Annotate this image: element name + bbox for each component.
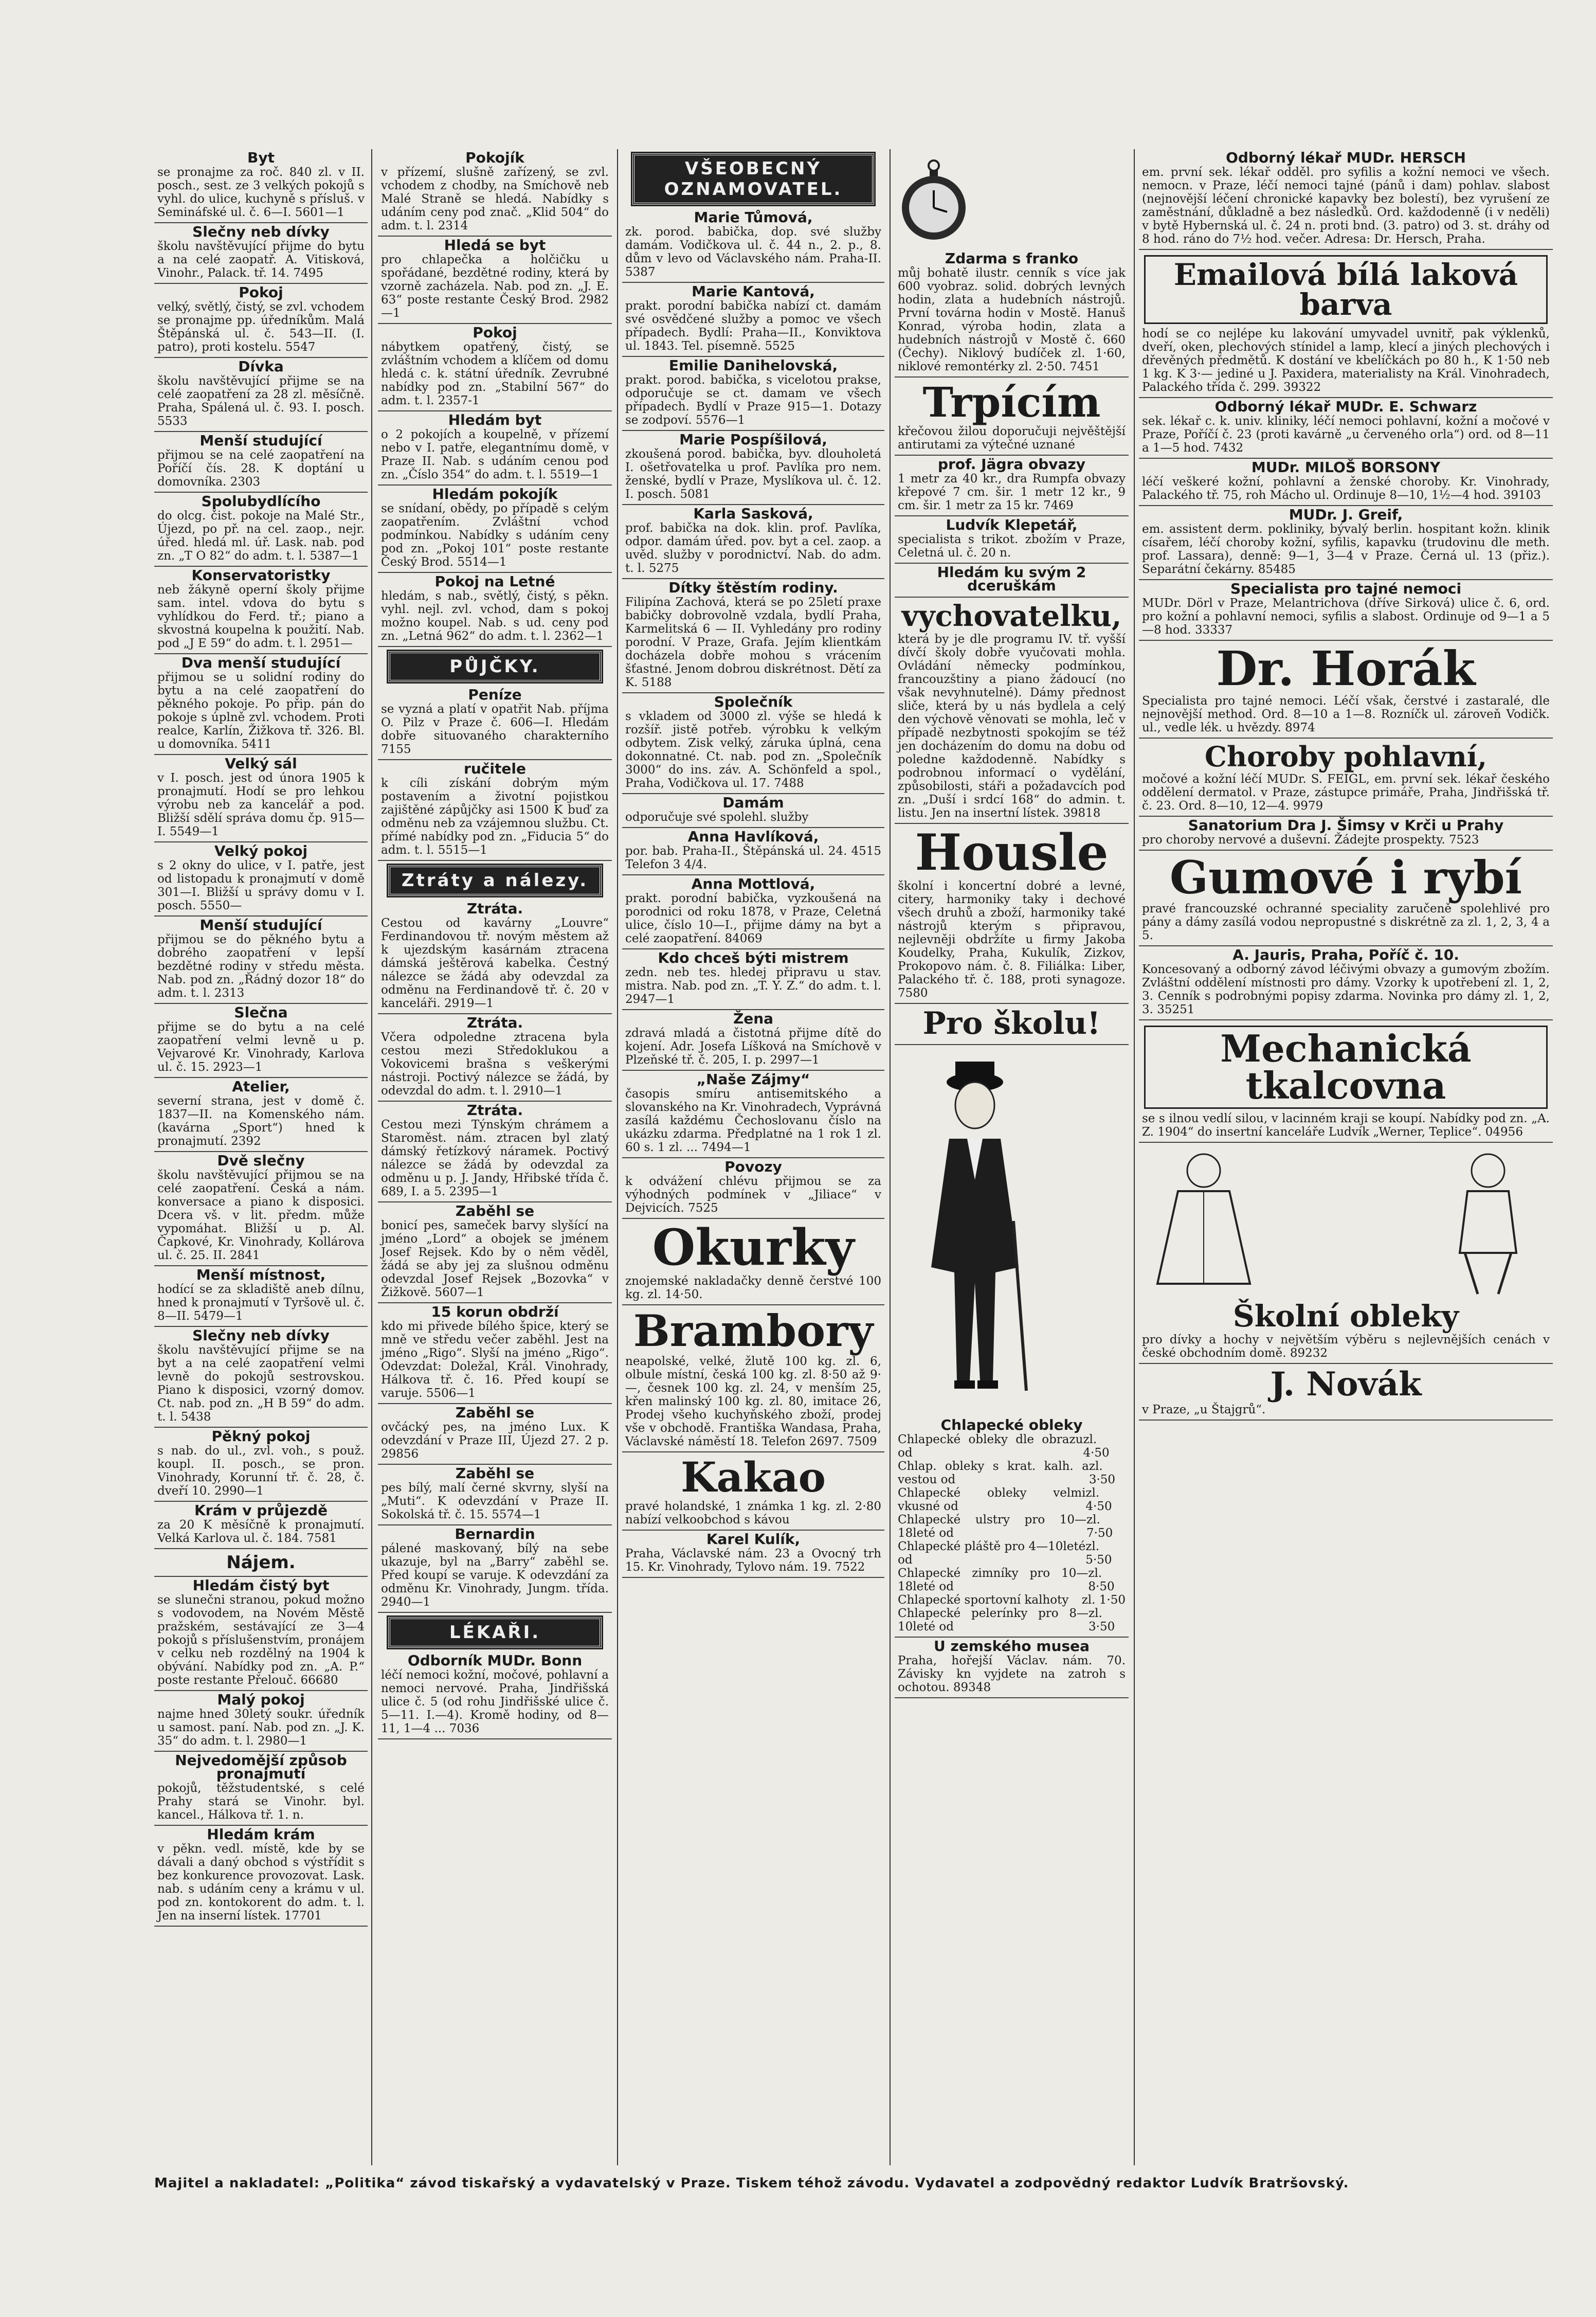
classified-ad [1139, 459, 1553, 506]
ad-text: přijmou se u solidní rodiny do bytu a na celé zaopatření do pěkného pokoje. Po přip. pán do pokoje s úplně zvl. vchodem. Proti realce, Karlín, Žižkova tř. 326. Bl. u domovníka. 5411 [157, 671, 365, 751]
section-heading: Ztráty a nálezy. [388, 865, 602, 896]
ad-heading: Slečna [234, 1004, 288, 1021]
classified-ad [1139, 1143, 1553, 1364]
ad-text: neb žákyně operní školy přijme sam. intel. vdova do bytu s vyhlídkou do Ferd. tř.; piano a skvostná koupelna k použití. Nab. pod „J E 59“ do adm. t. l. 2951— [157, 583, 365, 650]
classified-ad [154, 284, 368, 358]
ad-text: školu navštěvující přijmou se na celé zaopatření. Česká a nám. konversace a piano k disposici. Dcera vš. v lit. předm. může vypomáhat. Bližší u p. Al. Čapkové, Kr. Vinohrady, Kollárova ul. č. 25. II. 2841 [157, 1169, 365, 1262]
classified-ad [622, 209, 884, 283]
classified-ad [622, 693, 884, 794]
ad-text: o 2 pokojích a koupelně, v přízemí nebo v I. patře, elegantnímu domě, v Praze II. Nab. s udáním cenou pod zn. „Číslo 354“ do adm. t. l. 5519—1 [381, 428, 609, 481]
ad-text: školní i koncertní dobré a levné, citery, harmoniky taky i dechové všech druhů a zboží, harmoniky také nástrojů kterým s připravou, nejlevněji obdržíte u firmy Jakoba Koudelky, Praha, Kukulík, Zizkov, Prokopovo nám. č. 8. Filiálka: Liber, Palackého tř. č. 188, proti synagoze. 7580 [898, 879, 1126, 1000]
price-value: zl. 4·50 [1083, 1433, 1110, 1460]
ad-text: léčí nemoci kožní, močové, pohlavní a nemoci nervové. Praha, Jindřišská ulice č. 5 (od rohu Jindřišské ulice č. 5—11. I.—4). Kromě hodiny, od 8—11, 1—4 ... 7036 [381, 1668, 609, 1735]
ad-text: která by je dle programu IV. tř. vyšší dívčí školy dobře vyučovati mohla. Ovládání německy podmínkou, francouzštiny a piano žádoucí (no však nevyhnutelné). Dámy přednost sliče, která by u nás bydlela a celý den výchově věnovati se mohla, leč v případě nezbytnosti spokojím se též jen docházením do domu na dobu od poledne každodenně. Nabídky s podrobnou informací o vydělání, způsobilosti, stáři a požadavcích pod zn. „Duší i srdcí 168“ do admin. t. listu. Jen na insertní lístek. 39818 [898, 633, 1126, 820]
price-item: Chlapecké pelerínky pro 8—10leté od [898, 1607, 1089, 1633]
ad-heading: MUDr. MILOŠ BORSONY [1251, 459, 1441, 476]
price-item: Chlapecké ulstry pro 10—18leté od [898, 1513, 1087, 1540]
ad-heading: U zemského musea [933, 1638, 1090, 1655]
classified-ad [154, 432, 368, 493]
column-5 [1139, 149, 1553, 2165]
price-value: zl. 3·50 [1089, 1460, 1116, 1486]
price-value: zl. 5·50 [1085, 1540, 1112, 1567]
classified-ad [895, 149, 1129, 378]
ad-text: se vyzná a platí v opatřit Nab. příjma O. Pilz v Praze č. 606—I. Hledám dobře situovaného charakterního 7155 [381, 703, 609, 756]
ad-text: můj bohatě ilustr. cenník s více jak 600 vyobraz. solid. dobrých levných hodin, zlata a hudebních nástrojů. První továrna hodin v Mostě. Hanuš Konrad, výroba hodin, zlata a hudebních nástrojů v Mostě č. 660 (Čechy). Niklový budíček zl. 1·60, niklové remontérky zl. 2·50. 7451 [898, 266, 1126, 373]
price-item: Chlapecké pláště pro 4—10leté od [898, 1540, 1086, 1567]
ad-heading: Krám v průjezdě [194, 1502, 328, 1519]
ad-display-title: Kakao [681, 1453, 826, 1501]
ad-text: v Praze, „u Štajgrů“. [1142, 1403, 1266, 1416]
classified-ad [622, 1531, 884, 1578]
ad-text: k cíli získání dobrým mým postavením a životní pojistkou zajištěné zápůjčky asi 1500 K buď za odměnu neb za vzájemnou službu. Ct. přímé nabídky pod zn. „Fiducia 5“ do adm. t. l. 5515—1 [381, 777, 609, 857]
ad-heading: Kdo chceš býti mistrem [658, 949, 849, 966]
ad-heading: Atelier, [232, 1078, 290, 1095]
classified-ad [895, 378, 1129, 456]
ad-text: s 2 okny do ulice, v I. patře, jest od listopadu k pronajmutí v domě 301—I. Bližší u správy domu v I. posch. 5550— [157, 859, 365, 912]
ad-text: Cestou od kavárny „Louvre“ Ferdinandovou tř. novým městem až k ujezdským kasárnám ztracena dámská ještěrová kabelka. Čestný nálezce se žádá aby odevzdal za odměnu na Ferdinandově tř. č. 20 v kanceláři. 2919—1 [381, 917, 609, 1010]
ad-display-title: Gumové i rybí [1169, 851, 1522, 904]
ad-heading: Peníze [468, 686, 522, 703]
gentleman-illustration [898, 1051, 1052, 1411]
classified-ad [895, 1004, 1129, 1045]
classified-ad [622, 1305, 884, 1452]
price-row [898, 1486, 1126, 1513]
ad-text: v I. posch. jest od února 1905 k pronajmutí. Hodí se pro lehkou výrobu neb za kancelář a pod. Bližší sdělí správa domu čp. 915—I. 5549—1 [157, 771, 365, 838]
ad-text: se pronajme za roč. 840 zl. v II. posch., sest. ze 3 velkých pokojů s vyhl. do ulice, kuchyně s přísluš. v Semináfské ul. č. 6—I. 5601—1 [157, 166, 365, 219]
classified-ad [622, 828, 884, 875]
ad-heading: Anna Mottlová, [691, 875, 815, 892]
ad-heading: Ztráta. [466, 900, 523, 917]
price-item: Chlapecké zimníky pro 10—18leté od [898, 1567, 1089, 1593]
ad-heading: Slečny neb dívky [192, 223, 330, 240]
ad-heading: Pokoj na Letné [434, 573, 555, 590]
classified-ad [622, 505, 884, 579]
ad-heading: Spolubydlícího [201, 493, 321, 510]
ad-display-title: Okurky [652, 1218, 855, 1277]
classified-ad [622, 357, 884, 431]
classified-ad [378, 324, 612, 411]
ad-text: Včera odpoledne ztracena byla cestou mezi Středoklukou a Vokovicemi brašna s veškerými nástroji. Poctivý nálezce se žádá, by odevzdal do adm. t. l. 2910—1 [381, 1031, 609, 1098]
classified-ad [154, 1004, 368, 1078]
ad-heading: Dva menší studující [181, 654, 341, 671]
column-rule [371, 149, 372, 2165]
classified-ad [378, 686, 612, 760]
ad-heading: Byt [247, 149, 275, 166]
classified-ad [378, 237, 612, 324]
column-4 [895, 149, 1129, 2165]
ad-heading: Dvě slečny [217, 1152, 305, 1169]
classified-ad [622, 1158, 884, 1219]
ad-text: Specialista pro tajné nemoci. Léčí však, čerstvé i zastaralé, dle nejnovější method. Ord. 8—10 a 1—8. Rozníčk ul. zároveň Vodičk. ul., vedle lék. u hvězdy. 8974 [1142, 694, 1550, 734]
children-illustrations [1142, 1145, 1550, 1299]
price-value: zl. 4·50 [1085, 1486, 1112, 1513]
classified-ad [895, 824, 1129, 1004]
ad-text: pro chlapečka a holčičku u spořádané, bezdětné rodiny, která by vzorně zacházela. Nab. pod zn. „J. E. 63“ poste restante Český Brod. 2982—1 [381, 253, 609, 320]
classified-ad [1139, 1020, 1553, 1143]
classified-ad [1139, 1364, 1553, 1421]
price-row [898, 1460, 1126, 1486]
ad-heading: Zaběhl se [455, 1404, 535, 1421]
classified-ad [378, 1102, 612, 1202]
classified-ad [1139, 946, 1553, 1020]
ad-text: najme hned 30letý soukr. úředník u samost. paní. Nab. pod zn. „J. K. 35“ do adm. t. l. 2980—1 [157, 1708, 365, 1748]
classified-ad [154, 358, 368, 432]
column-2 [378, 149, 612, 2165]
classified-ad [1139, 250, 1553, 398]
price-row [898, 1593, 1126, 1607]
ad-heading: Specialista pro tajné nemoci [1230, 580, 1462, 597]
ad-heading: Karla Sasková, [693, 505, 813, 522]
classified-ad [622, 579, 884, 693]
ad-text: se snídaní, obědy, po případě s celým zaopatřením. Zvláštní vchod podmínkou. Nabídky s udáním ceny pod zn. „Pokoj 101“ poste restante Český Brod. 5514—1 [381, 502, 609, 569]
classified-ad [378, 900, 612, 1014]
classified-ad [895, 456, 1129, 516]
column-3 [622, 149, 884, 2165]
ad-text: zk. porod. babička, dop. své služby damám. Vodičkova ul. č. 44 n., 2. p., 8. dům v levo od Václavského nám. Praha-II. 5387 [625, 225, 881, 279]
ad-heading: prof. Jägra obvazy [938, 456, 1085, 473]
ad-heading: Konservatoristky [191, 567, 331, 584]
price-row [898, 1540, 1126, 1567]
ad-display-title: Mechanická tkalcovna [1144, 1026, 1548, 1109]
ad-text: pes bílý, malí černé skvrny, slyší na „Muti“. K odevzdání v Praze II. Sokolská tř. č. 15. 5574—1 [381, 1481, 609, 1521]
classified-ad [378, 760, 612, 861]
classified-ad [154, 223, 368, 284]
ad-heading: ručitele [464, 760, 526, 777]
ad-text: Praha, hořejší Václav. nám. 70. Závisky kn vyjdete na zatroh s ochotou. 89348 [898, 1654, 1126, 1694]
ad-display-title: vychovatelku, [901, 599, 1122, 633]
classified-ad [154, 1691, 368, 1752]
ad-display-title: Choroby pohlavní, [1204, 740, 1488, 773]
ad-heading: Karel Kulík, [706, 1531, 801, 1548]
ad-text: Cestou mezi Týnským chrámem a Staroměst. nám. ztracen byl zlatý dámský řetízkový náramek. Poctivý nálezce se žádá by odevzdal za odměnu u p. J. Jandy, Hřibské třída č. 689, I. a 5. 2395—1 [381, 1118, 609, 1198]
classified-ad [895, 1045, 1129, 1638]
price-value: zl. 3·50 [1089, 1607, 1115, 1633]
ad-heading: Hledá se byt [444, 237, 546, 254]
price-row [898, 1567, 1126, 1593]
classified-ad [378, 1014, 612, 1102]
imprint-footer: Majitel a nakladatel: „Politika“ závod tiskařský a vydavatelský v Praze. Tiskem téhož závodu. Vydavatel a zodpovědný redaktor Ludvík Bratršovský. [154, 2176, 1349, 2191]
ad-display-title: Housle [915, 823, 1109, 882]
newspaper-page [154, 149, 1553, 2212]
ad-heading: Menší studující [199, 917, 322, 933]
classified-ad [154, 493, 368, 567]
classified-ad [895, 598, 1129, 824]
ad-heading: Slečny neb dívky [192, 1327, 330, 1344]
classified-ad [154, 917, 368, 1004]
ad-heading: Společník [714, 693, 793, 710]
classified-ad [1139, 817, 1553, 851]
ad-text: léčí veškeré kožní, pohlavní a ženské choroby. Kr. Vinohrady, Palackého tř. 75, roh Mácho ul. Ordinuje 8—10, 1½—4 hod. 39103 [1142, 475, 1550, 502]
classified-ad [154, 1327, 368, 1428]
ad-text: k odvážení chlévu přijmou se za výhodných podmínek v „Jiliace“ v Dejvicích. 7525 [625, 1175, 881, 1215]
ad-heading: Hledám krám [207, 1826, 315, 1843]
ad-heading: Malý pokoj [217, 1691, 305, 1708]
ad-text: pravé francouzské ochranné speciality zaručeně spolehlivé pro pány a dámy zasílá vodou nepropustné s diskrétně za zl. 1, 2, 3, 4 a 5. [1142, 902, 1550, 942]
classified-ad [1139, 641, 1553, 739]
ad-text: zdravá mladá a čistotná přijme dítě do kojení. Adr. Josefa Líšková na Smíchově v Plzeňské tř. č. 205, I. p. 2997—1 [625, 1027, 881, 1067]
ad-heading: Menší místnost, [196, 1266, 326, 1283]
ad-text: 1 metr za 40 kr., dra Rumpfa obvazy křepové 7 cm. šir. 1 metr 12 kr., 9 cm. šir. 1 metr za 15 kr. 7469 [898, 472, 1126, 512]
classified-ad [154, 1577, 368, 1691]
ad-text: ovčácký pes, na jméno Lux. K odevzdání v Praze III, Újezd 27. 2 p. 29856 [381, 1421, 609, 1461]
column-rule [1134, 149, 1135, 2165]
classified-ad [895, 516, 1129, 564]
classified-ad [622, 1452, 884, 1531]
ad-heading: Žena [733, 1010, 774, 1027]
classified-ad [1139, 149, 1553, 250]
ad-heading: 15 korun obdrží [431, 1303, 559, 1320]
ad-text: prakt. porod. babička, s vicelotou prakse, odporučuje se ct. damam ve všech případech. Bydlí v Praze 915—1. Dotazy se zodpoví. 5576—1 [625, 373, 881, 427]
ad-text: severní strana, jest v domě č. 1837—II. na Komenského nám. (kavárna „Sport“) hned k pronajmutí. 2392 [157, 1094, 365, 1148]
classified-ad [1139, 739, 1553, 817]
ad-heading: Velký sál [225, 755, 297, 772]
ad-text: prakt. porodní babička nabízí ct. damám své osvědčené služby a pomoc ve všech případech. Bydlí: Praha—II., Konviktova ul. 1843. Tel. písemně. 5525 [625, 299, 881, 353]
ad-heading: MUDr. J. Greif, [1289, 506, 1403, 523]
ad-text: neapolské, velké, žlutě 100 kg. zl. 6, olbule místní, česká 100 kg. zl. 8·50 až 9·—, česnek 100 kg. zl. 24, v menším 25, křen malinský 100 kg. zl. 80, imitace 26, Prodej všeho kuchyňského zboží, prodej vše v obchodě. Františka Wandasa, Praha, Václavské náměstí 18. Telefon 2697. 7509 [625, 1355, 881, 1448]
ad-text: Praha, Václavské nám. 23 a Ovocný trh 15. Kr. Vinohrady, Tylovo nám. 19. 7522 [625, 1547, 881, 1574]
ad-text: hodící se za skladiště aneb dílnu, hned k pronajmutí v Tyršově ul. č. 8—II. 5479—1 [157, 1283, 365, 1323]
classified-ad [154, 1078, 368, 1152]
ad-text: pro choroby nervové a duševní. Žádejte prospekty. 7523 [1142, 833, 1479, 847]
ad-heading: Dívka [238, 358, 284, 375]
ad-text: hodí se co nejlépe ku lakování umyvadel uvnitř, pak výklenků, dveří, oken, plechových stínidel a lamp, klecí a jiných plechových i dřevěných předmětů. K dostání ve kbelíčkách po 80 h., K 1·50 neb 1 kg. K 3·— jediné u J. Paxidera, materialisty na Král. Vinohradech, Palackého třída č. 299. 39322 [1142, 327, 1550, 394]
section-heading: VŠEOBECNÝ OZNAMOVATEL. [632, 153, 874, 205]
ad-heading: Hledám čistý byt [192, 1577, 330, 1594]
ad-heading: Pěkný pokoj [211, 1428, 311, 1445]
ad-text: křečovou žilou doporučuji nejvěštější antirutami za výtečné uznané [898, 425, 1126, 452]
ad-text: MUDr. Dörl v Praze, Melantrichova (dříve Sirková) ulice č. 6, ord. pro kožní a pohlavní nemoci, syfilis a slabost. Ordinuje od 9—1 a 5—8 hod. 33337 [1142, 597, 1550, 637]
classified-ad [895, 564, 1129, 598]
classified-ad [1139, 398, 1553, 459]
classified-ad [622, 875, 884, 949]
boy-illustration [1426, 1145, 1550, 1299]
ad-text: do olcg. čist. pokoje na Malé Str., Újezd, po př. na cel. zaop., nejr. úřed. hledá ml. úř. Lask. nab. pod zn. „T O 82“ do adm. t. l. 5387—1 [157, 509, 365, 563]
classified-ad [895, 1638, 1129, 1698]
classified-ad [378, 411, 612, 486]
ad-text: Filipína Zachová, která se po 25letí praxe babičky dobrovolně vzdala, bydlí Praha, Karmelitská 6 — II. Vyhledány pro rodiny porodní. V Praze, Grafa. Jejím klientkám docházela dobře mohou s vrácením šťastné. Jenom dobrou diskrétnost. Dětí za K. 5188 [625, 596, 881, 689]
ad-heading: Hledám byt [448, 411, 542, 428]
ad-heading: Emilie Danihelovská, [668, 357, 838, 374]
price-item: Chlap. obleky s krat. kalh. a vestou od [898, 1460, 1089, 1486]
ad-display-title: J. Novák [1270, 1365, 1422, 1404]
ad-heading: Pokoj [473, 324, 517, 341]
ad-text: pálené maskovaný, bílý na sebe ukazuje, byl na „Barry“ zaběhl se. Před koupí se varuje. K odevzdání za odměnu Kr. Vinohrady, Jungm. třída. 2940—1 [381, 1542, 609, 1609]
ad-text: se slunečni stranou, pokud možno s vodovodem, na Novém Městě pražském, sestávající ze 3—4 pokojů s příslušenstvím, pronájem v celku neb rozdělný na 1904 k obývání. Nabídky pod zn. „A. P.“ poste restante Přelouč. 66680 [157, 1593, 365, 1687]
classified-ad [378, 486, 612, 573]
classified-ad [154, 654, 368, 755]
column-1 [154, 149, 368, 2165]
ad-text: močové a kožní léčí MUDr. S. FEIGL, em. první sek. lékař českého oddělení dermatol. v Praze, zástupce primáře, Praha, Jindřišská tř. č. 23. Ord. 8—10, 12—4. 9979 [1142, 773, 1550, 813]
ad-text: prof. babička na dok. klin. prof. Pavlíka, odpor. damám úřed. pov. byt a cel. zaop. a uvěd. služby v porodnictví. Nab. do adm. t. l. 5275 [625, 522, 881, 575]
ad-heading: Ztráta. [466, 1102, 523, 1119]
ad-text: s nab. do ul., zvl. voh., s použ. koupl. II. posch., se pron. Vinohrady, Korunní tř. č. 28, č. dveří 10. 2990—1 [157, 1444, 365, 1498]
classified-ad [154, 1826, 368, 1927]
ad-text: v pěkn. vedl. místě, kde by se dávali a daný obchod s výstřídit s bez konkurence provozovat. Lask. nab. s udáním ceny a krámu v ul. pod zn. kontokorent do adm. t. l. Jen na inserní lístek. 17701 [157, 1842, 365, 1923]
ad-heading: Sanatorium Dra J. Šimsy v Krči u Prahy [1188, 817, 1504, 834]
ad-heading: Anna Havlíková, [687, 828, 819, 845]
classified-ad [622, 283, 884, 357]
ad-text: specialista s trikot. zbožím v Praze, Celetná ul. č. 20 n. [898, 533, 1126, 560]
classified-ad [378, 1465, 612, 1525]
ad-text: časopis smíru antisemitského a slovanského na Kr. Vinohradech, Vyprávná zasílá každému Čechoslovanu číslo na ukázku zdarma. Předplatné na 1 rok 1 zl. 60 s. 1 zl. ... 7494—1 [625, 1087, 881, 1154]
ad-text: přijmou se do pěkného bytu a dobrého zaopatření v lepší bezdětné rodiny v středu města. Nab. pod zn. „Řádný dozor 18“ do adm. t. l. 2313 [157, 933, 365, 1000]
price-value: zl. 1·50 [1081, 1593, 1126, 1607]
classified-ad [154, 1152, 368, 1266]
ad-display-title: Brambory [633, 1305, 874, 1356]
ad-heading: Odborník MUDr. Bonn [407, 1652, 583, 1669]
classified-ad [378, 1404, 612, 1465]
ad-heading: Menší studující [199, 432, 322, 449]
section-heading: Nájem. [154, 1549, 368, 1577]
girl-illustration [1142, 1145, 1265, 1299]
ad-heading: Ludvík Klepetář, [946, 516, 1078, 533]
ad-text: zedn. neb tes. hledej připravu u stav. mistra. Nab. pod zn. „T. Y. Z.“ do adm. t. l. 2947—1 [625, 966, 881, 1006]
ad-text: hledám, s nab., světlý, čistý, s pěkn. vyhl. nejl. zvl. vchod, dam s pokoj možno koupel. Nab. s ud. ceny pod zn. „Letná 962“ do adm. t. l. 2362—1 [381, 589, 609, 643]
ad-heading: „Naše Zájmy“ [696, 1071, 810, 1088]
classified-ad [154, 1266, 368, 1327]
ad-text: přijmou se na celé zaopatření na Poříčí čís. 28. K doptání u domovníka. 2303 [157, 448, 365, 489]
ad-heading: Bernardin [455, 1525, 535, 1542]
ad-heading: Marie Tůmová, [694, 209, 813, 226]
ad-text: zkoušená porod. babička, byv. dlouholetá I. ošetřovatelka u prof. Pavlíka pro nem. ženské, bydlí v Praze, Myslíkova ul. č. 12. I. posch. 5081 [625, 447, 881, 501]
classified-ad [378, 1303, 612, 1404]
price-row [898, 1607, 1126, 1633]
classified-ad [1139, 580, 1553, 641]
ad-heading: Odborný lékař MUDr. E. Schwarz [1214, 398, 1477, 415]
ad-text: v přízemí, slušně zařízený, se zvl. vchodem z chodby, na Smíchově neb Malé Straně se hledá. Nabídky s udáním ceny pod znač. „Klid 504“ do adm. t. l. 2314 [381, 166, 609, 232]
price-row [898, 1513, 1126, 1540]
ad-text: em. assistent derm. pokliniky, bývalý berlin. hospitant kožn. klinik císařem, léčí choroby kožní, syfilis, kapavku (trudovinu dle meth. prof. Lassara), denně: 9—1, 3—4 v Praze. Černá ul. 13 (přiz.). Separátní čekárny. 85485 [1142, 523, 1550, 576]
classified-ad [154, 1752, 368, 1826]
ad-heading: Marie Pospíšilová, [679, 431, 827, 448]
classified-ad [1139, 506, 1553, 580]
classified-ad [154, 755, 368, 842]
ad-heading: Zdarma s franko [945, 250, 1079, 267]
ad-text: em. první sek. lékař odděl. pro syfilis a kožní nemoci ve všech. nemocn. v Praze, léčí nemoci tajné (pánů i dam) pohlav. slabost (nejnovější léčení chronické kapavky bez bolestí), bez vyrušení ze zaměstnání, důkladně a bez následků. Ord. každodenně (i v neděli) v bytě Hybernská ul. č. 24 n. proti bnd. (3. patro) od 3. st. dráhy od 8 hod. ráno do 7½ hod. večer. Adresa: Dr. Hersch, Praha. [1142, 166, 1550, 246]
ad-display-title: Pro školu! [922, 1005, 1101, 1041]
classified-ad [622, 1219, 884, 1305]
ad-text: školu navštěvující přijme do bytu a na celé zaopatř. A. Vitisková, Vinohr., Palack. tř. 14. 7495 [157, 240, 365, 280]
ad-display-title: Dr. Horák [1216, 641, 1476, 696]
classified-ad [154, 842, 368, 917]
classified-ad [622, 794, 884, 828]
section-heading: PŮJČKY. [388, 651, 602, 682]
ad-heading: Hledám pokojík [432, 486, 558, 502]
ad-heading: Dítky štěstím rodiny. [668, 579, 838, 596]
ad-text: pokojů, těžstudentské, s celé Prahy stará se Vinohr. byl. kancel., Hálkova tř. 1. n. [157, 1782, 365, 1822]
classified-ad [622, 1071, 884, 1158]
ad-text: bonicí pes, sameček barvy slyšící na jméno „Lord“ a obojek se jménem Josef Rejsek. Kdo by o něm věděl, žádá se aby jej za slušnou odměnu odevzdal Josef Rejsek „Bozovka“ v Žižkově. 5607—1 [381, 1219, 609, 1299]
ad-heading: Damám [722, 794, 784, 811]
classified-ad [378, 573, 612, 647]
classified-ad [1139, 851, 1553, 946]
section-heading: LÉKAŘI. [388, 1617, 602, 1648]
column-rule [890, 149, 891, 2165]
ad-display-title: Školní obleky [1232, 1299, 1459, 1334]
ad-heading: Ztráta. [466, 1014, 523, 1031]
ad-heading: Chlapecké obleky [940, 1416, 1083, 1433]
price-value: zl. 7·50 [1086, 1513, 1113, 1540]
ad-text: školu navštěvující přijme se na celé zaopatření za 28 zl. měsíčně. Praha, Spálená ul. č. 93. I. posch. 5533 [157, 374, 365, 428]
classified-ad [154, 149, 368, 223]
ad-display-title: Emailová bílá laková barva [1144, 255, 1548, 324]
classified-ad [378, 149, 612, 237]
classified-ad [378, 1202, 612, 1303]
ad-text: za 20 K měsíčně k pronajmutí. Velká Karlova ul. č. 184. 7581 [157, 1518, 365, 1545]
ad-display-title: Trpícím [922, 378, 1101, 426]
ad-text: sek. lékař c. k. univ. kliniky, léčí nemoci pohlavní, kožní a močové v Praze, Poříčí č. 23 (proti kavárně „u červeného orla“) ord. od 8—11 a 1—5 hod. 7432 [1142, 415, 1550, 455]
ad-heading: Pokojík [465, 149, 524, 166]
ad-text: přijme se do bytu a na celé zaopatření velmi levně u p. Vejvarové Kr. Vinohrady, Karlova ul. č. 15. 2923—1 [157, 1020, 365, 1074]
price-value: zl. 8·50 [1088, 1567, 1115, 1593]
classified-ad [154, 567, 368, 654]
price-item: Chlapecké sportovní kalhoty [898, 1593, 1069, 1607]
ad-heading: A. Jauris, Praha, Poříč č. 10. [1232, 946, 1459, 963]
ad-heading: Pokoj [239, 284, 283, 301]
ad-text: pro dívky a hochy v největším výběru s nejlevnějších cenách v české obchodním domě. 89232 [1142, 1333, 1550, 1360]
classified-ad [622, 1010, 884, 1071]
ad-heading: Velký pokoj [214, 842, 308, 859]
ad-text: kdo mi přivede bílého špice, který se mně ve středu večer zaběhl. Jest na jméno „Rigo“. Slyší na jméno „Rigo“. Odevzdat: Doležal, Král. Vinohrady, Hálkova tř. č. 16. Před koupí se varuje. 5506—1 [381, 1320, 609, 1400]
classified-ad [378, 1652, 612, 1739]
price-item: Chlapecké obleky dle obrazu od [898, 1433, 1083, 1460]
ad-heading: Nejvedomější způsob pronajmutí [175, 1752, 347, 1782]
ad-text: nábytkem opatřený, čistý, se zvláštním vchodem a klíčem od domu hledá c. k. státní úředník. Zevrubné nabídky pod zn. „Stabilní 567“ do adm. t. l. 2357-1 [381, 340, 609, 407]
pocket-watch-illustration [898, 156, 970, 244]
ad-text: prakt. porodní babička, vyzkoušená na porodnici od roku 1878, v Praze, Celetná ulice, číslo 10—I., přijme dámy na byt a celé zaopatření. 84069 [625, 892, 881, 945]
ad-heading: Zaběhl se [455, 1465, 535, 1482]
classified-ad [154, 1502, 368, 1549]
ad-text: pravé holandské, 1 známka 1 kg. zl. 2·80 nabízí velkoobchod s kávou [625, 1500, 881, 1526]
ad-text: se s ilnou vedlí silou, v lacinném kraji se koupí. Nabídky pod zn. „A. Z. 1904“ do insertní kanceláře Ludvík „Werner, Teplice“. 04956 [1142, 1112, 1550, 1139]
ad-text: velký, světlý, čistý, se zvl. vchodem se pronajme pp. úředníkům. Malá Štěpánská ul. č. 543—II. (I. patro), proti kostelu. 5547 [157, 300, 365, 354]
ad-heading: Zaběhl se [455, 1202, 535, 1219]
classified-ad [622, 949, 884, 1010]
ad-text: školu navštěvující přijme se na byt a na celé zaopatření velmi levně do pokojů sestrovskou. Piano k disposici, vzorný domov. Ct. nab. pod zn. „H B 59“ do adm. t. l. 5438 [157, 1343, 365, 1424]
classified-ad [622, 431, 884, 505]
ad-text: odporučuje své spolehl. služby [625, 811, 809, 824]
price-item: Chlapecké obleky velmi vkusné od [898, 1486, 1086, 1513]
ad-heading: Hledám ku svým 2 dceruškám [937, 564, 1086, 594]
column-rule [617, 149, 618, 2165]
ad-heading: Odborný lékař MUDr. HERSCH [1226, 149, 1466, 166]
ad-text: Koncesovaný a odborný závod léčivými obvazy a gumovým zbožím. Zvláštní oddělení místnosti pro dámy. Vzorky k upotřebení zl. 1, 2, 3. Cenník s podrobnými popisy zdarma. Novinka pro dámy zl. 1, 2, 3. 35251 [1142, 963, 1550, 1016]
ad-text: s vkladem od 3000 zl. výše se hledá k rozšíř. jistě potřeb. výrobku k velkým odbytem. Zisk velký, záruka úplná, cena dokonnatné. Ct. nab. pod zn. „Společník 3000“ do ins. záv. A. Schönfeld a spol., Praha, Vodičkova ul. 17. 7488 [625, 710, 881, 790]
ad-heading: Povozy [724, 1158, 782, 1175]
ad-heading: Marie Kantová, [692, 283, 815, 300]
ad-text: znojemské nakladačky denně čerstvé 100 kg. zl. 14·50. [625, 1274, 881, 1301]
classified-ad [378, 1525, 612, 1613]
ad-text: por. bab. Praha-II., Štěpánská ul. 24. 4515 Telefon 3 4/4. [625, 845, 881, 871]
classified-ad [154, 1428, 368, 1502]
price-row [898, 1433, 1126, 1460]
